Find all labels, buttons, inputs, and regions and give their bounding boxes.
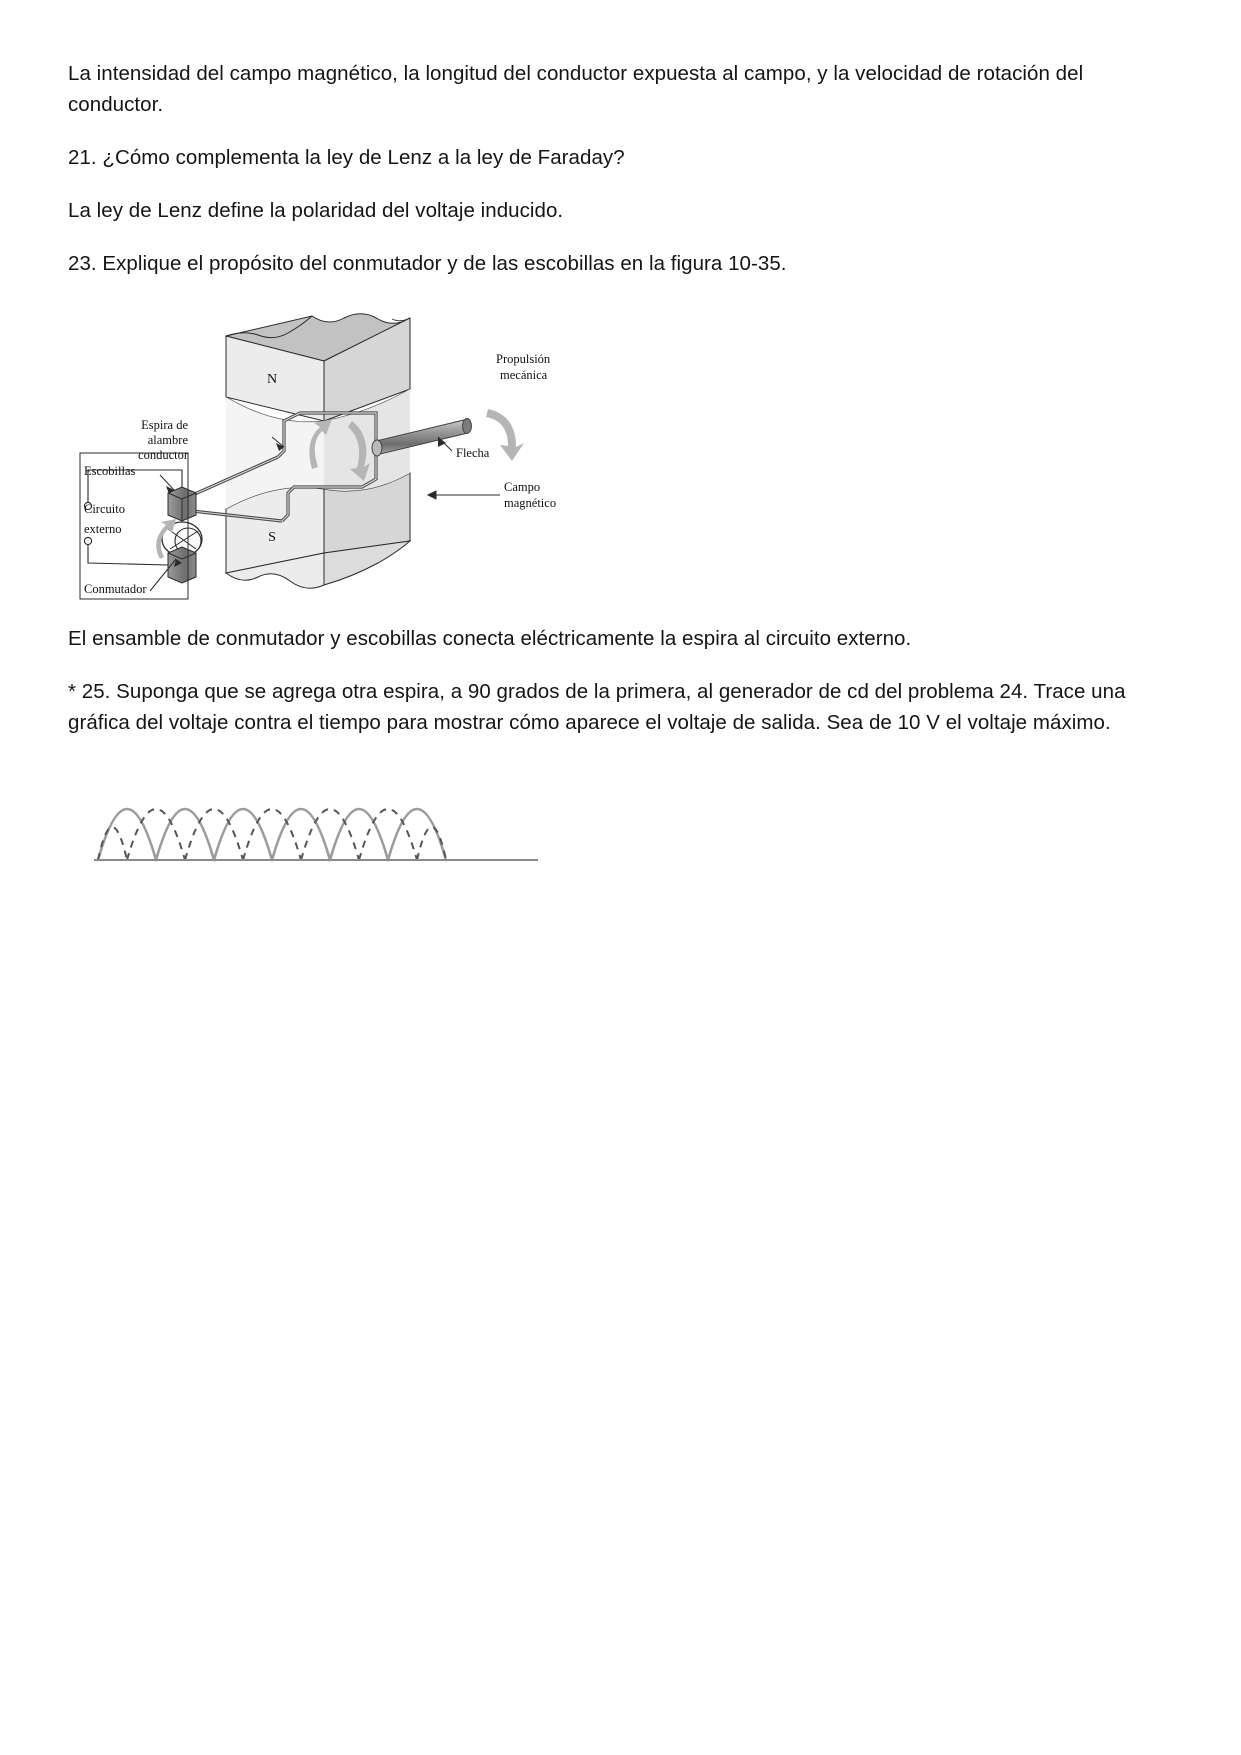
terminal-bottom <box>84 537 91 544</box>
label-magnetic-field-line1: Campo <box>504 480 541 494</box>
figure-10-35 <box>68 301 1173 613</box>
series-espira-2 <box>98 809 446 860</box>
dc-generator-diagram <box>76 301 596 611</box>
paragraph-question-21: 21. ¿Cómo complementa la ley de Lenz a la ley de Faraday? <box>68 146 625 169</box>
paragraph-answer-19: La intensidad del campo magnético, la longitud del conductor expuesta al campo, y la velocidad de rotación del conductor. <box>68 62 1084 116</box>
label-mechanical-drive-line2: mecánica <box>500 368 548 382</box>
label-brushes: Escobillas <box>84 464 136 478</box>
label-mechanical-drive-line1: Propulsión <box>496 352 551 366</box>
voltage-vs-time-chart <box>86 760 546 880</box>
label-magnetic-field-line2: magnético <box>504 496 557 510</box>
label-commutator: Conmutador <box>84 582 147 596</box>
paragraph-answer-23: El ensamble de conmutador y escobillas conecta eléctricamente la espira al circuito externo. <box>68 627 912 650</box>
label-north-pole: N <box>266 372 278 387</box>
label-wire-loop-line3: conductor <box>138 448 188 462</box>
label-wire-loop-line2: alambre <box>147 433 188 447</box>
paragraph-question-25: * 25. Suponga que se agrega otra espira, a 90 grados de la primera, al generador de cd del problema 24. Trace una gráfica del voltaje contra el tiempo para mostrar cómo aparece el voltaje de salida. Sea de 10 V el voltaje máximo. <box>68 680 1126 734</box>
document-content <box>68 58 1173 890</box>
label-external-circuit-line2: externo <box>84 522 122 536</box>
commutator-brush-assembly <box>156 487 202 583</box>
series-espira-1 <box>98 809 446 860</box>
label-external-circuit-line1: Circuito <box>84 502 125 516</box>
paragraph-question-23: 23. Explique el propósito del conmutador y de las escobillas en la figura 10-35. <box>68 252 787 275</box>
label-shaft: Flecha <box>456 446 490 460</box>
label-wire-loop-line1: Espira de <box>141 418 188 432</box>
voltage-waveform-sketch <box>68 760 1173 890</box>
paragraph-answer-21: La ley de Lenz define la polaridad del voltaje inducido. <box>68 199 564 222</box>
mechanical-drive-arrow-icon <box>486 409 524 461</box>
label-south-pole: S <box>268 530 276 545</box>
